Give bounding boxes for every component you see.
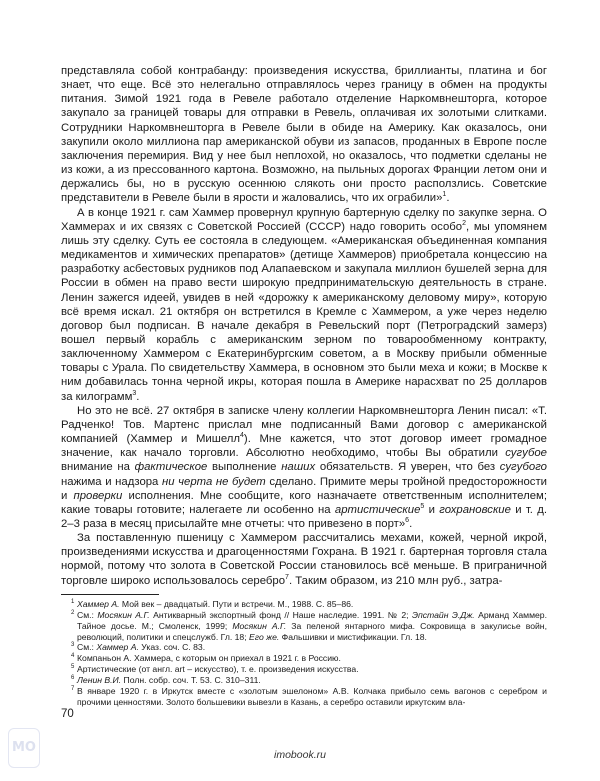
text: нажима и надзора — [61, 475, 162, 488]
paragraph-2 — [61, 206, 547, 404]
footnote-author: Хаммер А. — [77, 598, 120, 609]
footnote-4 — [61, 653, 547, 664]
paragraph-3 — [61, 404, 547, 531]
text: внимание на — [61, 461, 135, 474]
footnote-text: Фальшивки и мистификации. Гл. 18. — [279, 631, 427, 642]
footnote-divider — [61, 594, 159, 595]
footnote-3 — [61, 642, 547, 653]
footnote-number: 2 — [71, 609, 75, 616]
footnote-ref[interactable]: 4 — [240, 432, 244, 440]
footnote-ref[interactable]: 1 — [442, 191, 447, 199]
footnote-5 — [61, 664, 547, 675]
text: обязательств. Я уверен, что без — [315, 461, 500, 474]
footnote-number: 5 — [71, 664, 75, 671]
italic-text: фактическое — [134, 461, 208, 474]
footnote-author: Мосякин А.Г. — [97, 609, 150, 620]
text: представляла собой контрабанду: произведения искусства, бриллианты, платина и бог знает, что еще. Всё это нелегально отправлялось через границу в обмен на продукты питания. Зимой 1921 года в Ревеле работало отделение Наркомвнешторга, которое закупало за границей товары для отправки в Ревель, оплачивая их золотыми слитками. Сотрудники Наркомвнешторга в Ревеле были в обиде на Америку. Как оказалось, они закупили около миллиона пар американской обуви из запасов, проданных в Европе после заключения перемирия. Вид у нее был неплохой, но оказалось, что подметки сделаны не из кожи, а из прессованного картона. Возможно, на пыльных дорогах Франции летом они и держались бы, но в русскую осеннюю слякоть они просто расползлись. Советские представители в Ревеле были в ярости и жаловались, что их ограбили» — [61, 65, 547, 205]
italic-text: ни черта не будет — [161, 475, 266, 488]
text: исполнения. Мне сообщите, кого назначаете ответственным исполнителем; какие товары готовите; налегаете ли особенно на — [61, 489, 547, 516]
footnote-text: Полн. собр. соч. Т. 53. С. 310–311. — [121, 675, 261, 686]
italic-text: наших — [281, 461, 316, 474]
footnote-author: Его же. — [249, 631, 280, 642]
text: и т. д. 2–3 раза в месяц присылайте мне отчеты: что привезено в порт» — [61, 503, 547, 530]
paragraph-4 — [61, 531, 547, 588]
italic-text: сугубого — [499, 461, 547, 474]
footnote-7 — [61, 686, 547, 708]
text: . — [409, 518, 413, 530]
footnote-text: См.: — [77, 642, 97, 653]
footnote-ref[interactable]: 5 — [420, 503, 425, 511]
paragraph-1 — [61, 64, 547, 206]
text: , мы упомянем лишь эту сделку. Суть ее состояла в следующем. «Американская объединенная компания медикаментов и химических препаратов» (детище Хаммеров) приобретала концессию на разработку асбестовых рудников под Алапаевском и закупала миллион бушелей зерна для России в обмен на право вести широкую предпринимательскую деятельность в стране. Ленин зажегся идеей, увидев в ней «дорожку к американскому деловому миру», которую всё время искал. 21 октября он встретился в Кремле с Хаммером, а уже через неделю договор был подписан. В начале декабря в Ревельский порт (Петроградский замерз) вошел первый корабль с американским зерном по товарообменному контракту, заключенному Хаммером с Екатеринбургским советом, а в Москву прибыли обменные товары с Урала. По свидетельству Хаммера, в основном это были меха и кожи; в Москве к ним добавилась тонна черной икры, которая пошла в Америке нарасхват по 25 долларов за килограмм — [61, 220, 547, 403]
italic-text: проверки — [73, 489, 123, 502]
text: и — [424, 503, 440, 516]
text: . Таким образом, из 210 млн руб., затра- — [288, 574, 503, 587]
text: ). Мне кажется, что этот договор имеет громадное значение, как начало торговли. Абсолютно необходимо, чтобы Вы обратили — [61, 433, 547, 460]
footnote-2 — [61, 610, 547, 643]
footnote-1 — [61, 599, 547, 610]
footnote-number: 4 — [71, 653, 75, 660]
italic-text: гохрановские — [439, 503, 511, 516]
footnote-number: 6 — [71, 675, 75, 682]
footnote-text: Антикварный экспортный фонд // Наше наследие. 1991. № 2; — [149, 609, 412, 620]
italic-text: сугубое — [505, 447, 547, 460]
footnote-text: Артистические (от англ. art – искусство), т. е. произведения искусства. — [77, 664, 359, 675]
footnote-text: Указ. соч. С. 83. — [138, 642, 206, 653]
site-footer-link[interactable]: imobook.ru — [274, 749, 326, 761]
footnote-author: Ленин В.И. — [77, 675, 122, 686]
footnote-number: 3 — [71, 642, 75, 649]
footnote-author: Эпстайн Э.Дж. — [412, 609, 475, 620]
watermark-logo: MO — [8, 728, 40, 768]
footnote-author: Мосякин А.Г. — [232, 620, 287, 631]
footnote-ref[interactable]: 7 — [285, 573, 289, 581]
page-body — [61, 64, 547, 708]
footnote-text: Арманд Хаммер. Тайное досье. М.; Смоленск, 1999; — [77, 609, 547, 631]
footnote-6 — [61, 675, 547, 686]
page-number: 70 — [61, 708, 74, 720]
footnote-text: В январе 1920 г. в Иркутск вместе с «золотым эшелоном» А.В. Колчака прибыло семь вагонов с серебром и прочими ценностями. Золото большевики вывезли в Казань, а серебро оставили иркутским вла- — [77, 686, 547, 707]
footnote-ref[interactable]: 2 — [462, 219, 467, 227]
footnote-number: 7 — [71, 686, 75, 693]
text: А в конце 1921 г. сам Хаммер провернул крупную бартерную сделку по закупке зерна. О Хаммерах и их связях с Советской Россией (СССР) надо говорить особо — [61, 206, 547, 233]
footnote-ref[interactable]: 6 — [405, 517, 410, 525]
text: выполнение — [207, 461, 282, 474]
footnote-text: Мой век – двадцатый. Пути и встречи. М., 1988. С. 85–86. — [119, 598, 354, 609]
footnote-number: 1 — [71, 598, 75, 605]
text: Но это не всё. 27 октября в записке члену коллегии Наркомвнешторга Ленин писал: «Т. Радченко! Тов. Мартенс прислал мне подписанный Вами договор с американской компанией (Хаммер и Мишелл — [61, 404, 547, 446]
footnote-text: См.: — [77, 609, 98, 620]
text: сделано. Примите меры тройной предосторожности и — [61, 475, 547, 502]
footnote-ref[interactable]: 3 — [132, 389, 137, 397]
footnote-text: За пеленой янтарного мифа. Сокровища в закулисье войн, революций, политики и спецслужб. Гл. 18; — [77, 620, 547, 642]
text: . — [446, 192, 450, 205]
footnote-author: Хаммер А. — [96, 642, 139, 653]
text: . — [136, 390, 140, 403]
footnote-text: Компаньон А. Хаммера, с которым он приехал в 1921 г. в Россию. — [77, 653, 341, 664]
italic-text: артистические — [334, 503, 421, 516]
text: За поставленную пшеницу с Хаммером рассчитались мехами, кожей, черной икрой, произведениями искусства и драгоценностями Гохрана. В 1921 г. бартерная торговля стала нормой, потому что золота в Советской России становилось всё меньше. В приграничной торговле широко использовалось серебро — [61, 532, 547, 587]
